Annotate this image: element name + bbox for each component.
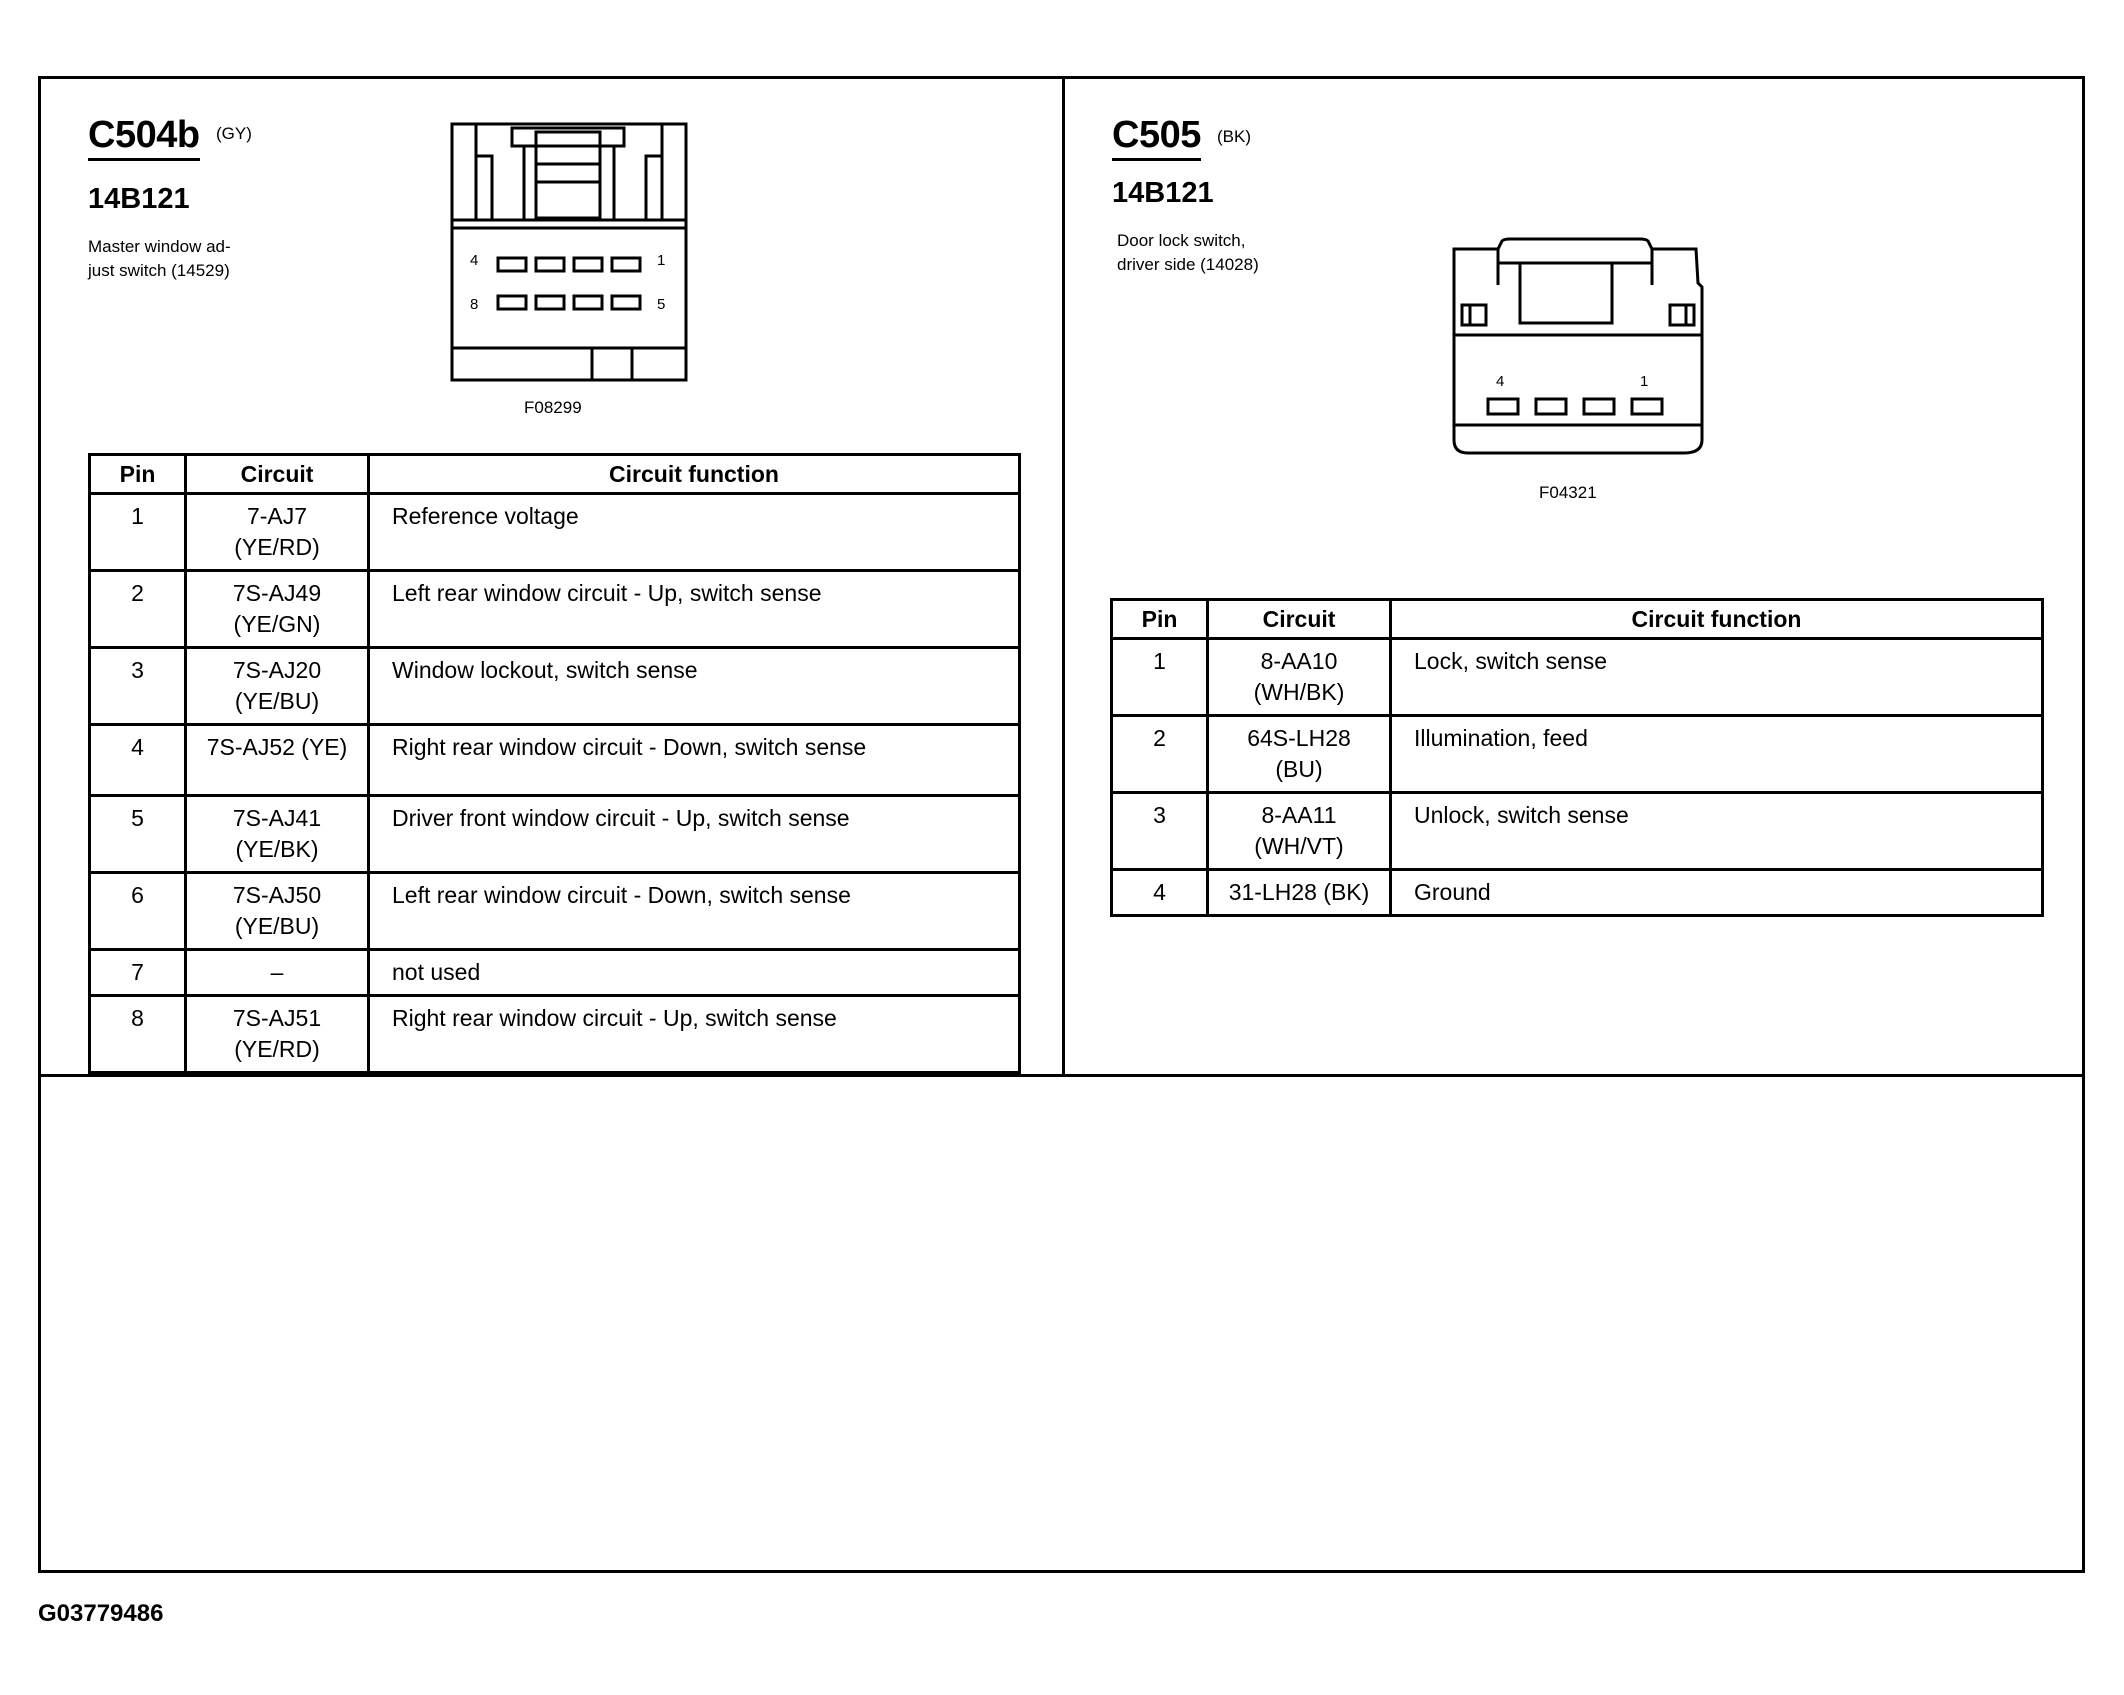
function-cell: Left rear window circuit - Up, switch sense	[369, 571, 1020, 648]
table-row	[90, 494, 1020, 571]
table-row	[90, 571, 1020, 648]
table-row	[1112, 716, 2043, 793]
function-cell: Driver front window circuit - Up, switch sense	[369, 796, 1020, 873]
header-circuit-function: Circuit function	[1391, 600, 2043, 639]
header-circuit: Circuit	[186, 455, 369, 494]
pin-cell: 2	[90, 571, 186, 648]
function-cell: Window lockout, switch sense	[369, 648, 1020, 725]
connector-c505-drawing	[1440, 235, 1710, 460]
pin-cell: 3	[90, 648, 186, 725]
header-circuit: Circuit	[1208, 600, 1391, 639]
circuit-cell: 7S-AJ20 (YE/BU)	[186, 648, 369, 725]
function-cell: Right rear window circuit - Down, switch sense	[369, 725, 1020, 796]
pin-cell: 2	[1112, 716, 1208, 793]
circuit-cell: 7-AJ7 (YE/RD)	[186, 494, 369, 571]
function-cell: Ground	[1391, 870, 2043, 916]
vertical-divider	[1062, 76, 1065, 1076]
header-pin: Pin	[1112, 600, 1208, 639]
circuit-cell: 7S-AJ50 (YE/BU)	[186, 873, 369, 950]
pin-table-c504b	[88, 453, 1021, 1074]
circuit-cell: 31-LH28 (BK)	[1208, 870, 1391, 916]
table-header-row	[90, 455, 1020, 494]
color-code: (GY)	[216, 124, 252, 143]
circuit-cell: 64S-LH28 (BU)	[1208, 716, 1391, 793]
pin-table-c505	[1110, 598, 2044, 917]
figure-id: F04321	[1539, 483, 1597, 502]
circuit-cell: 7S-AJ52 (YE)	[186, 725, 369, 796]
figure-id: F08299	[524, 398, 582, 417]
circuit-cell: –	[186, 950, 369, 996]
connector-description: Door lock switch, driver side (14028)	[1117, 231, 1259, 274]
color-code: (BK)	[1217, 127, 1251, 146]
footer-figure-id: G03779486	[38, 1600, 164, 1627]
function-cell: not used	[369, 950, 1020, 996]
pin-label: 4	[1496, 373, 1505, 390]
table-row	[90, 873, 1020, 950]
pin-label: 1	[1640, 373, 1649, 390]
pin-cell: 1	[1112, 639, 1208, 716]
function-cell: Illumination, feed	[1391, 716, 2043, 793]
table-row	[1112, 870, 2043, 916]
connector-title: C504b	[88, 116, 200, 161]
circuit-cell: 8-AA11 (WH/VT)	[1208, 793, 1391, 870]
circuit-cell: 7S-AJ51 (YE/RD)	[186, 996, 369, 1073]
circuit-cell: 7S-AJ49 (YE/GN)	[186, 571, 369, 648]
pin-label: 4	[470, 252, 479, 269]
table-row	[90, 950, 1020, 996]
table-row	[1112, 793, 2043, 870]
table-row	[90, 796, 1020, 873]
pin-cell: 7	[90, 950, 186, 996]
part-number: 14B121	[88, 183, 190, 215]
pin-cell: 4	[90, 725, 186, 796]
pin-label: 1	[657, 252, 666, 269]
function-cell: Lock, switch sense	[1391, 639, 2043, 716]
pin-cell: 4	[1112, 870, 1208, 916]
function-cell: Unlock, switch sense	[1391, 793, 2043, 870]
pin-cell: 1	[90, 494, 186, 571]
function-cell: Reference voltage	[369, 494, 1020, 571]
pin-cell: 6	[90, 873, 186, 950]
table-row	[90, 725, 1020, 796]
pin-label: 8	[470, 296, 479, 313]
connector-description: Master window ad- just switch (14529)	[88, 237, 231, 280]
circuit-cell: 7S-AJ41 (YE/BK)	[186, 796, 369, 873]
pin-label: 5	[657, 296, 666, 313]
pin-cell: 8	[90, 996, 186, 1073]
function-cell: Left rear window circuit - Down, switch sense	[369, 873, 1020, 950]
function-cell: Right rear window circuit - Up, switch sense	[369, 996, 1020, 1073]
connector-title: C505	[1112, 116, 1201, 161]
table-row	[1112, 639, 2043, 716]
table-header-row	[1112, 600, 2043, 639]
pin-cell: 5	[90, 796, 186, 873]
table-row	[90, 996, 1020, 1073]
circuit-cell: 8-AA10 (WH/BK)	[1208, 639, 1391, 716]
header-pin: Pin	[90, 455, 186, 494]
table-row	[90, 648, 1020, 725]
pin-cell: 3	[1112, 793, 1208, 870]
header-circuit-function: Circuit function	[369, 455, 1020, 494]
part-number: 14B121	[1112, 177, 1214, 209]
